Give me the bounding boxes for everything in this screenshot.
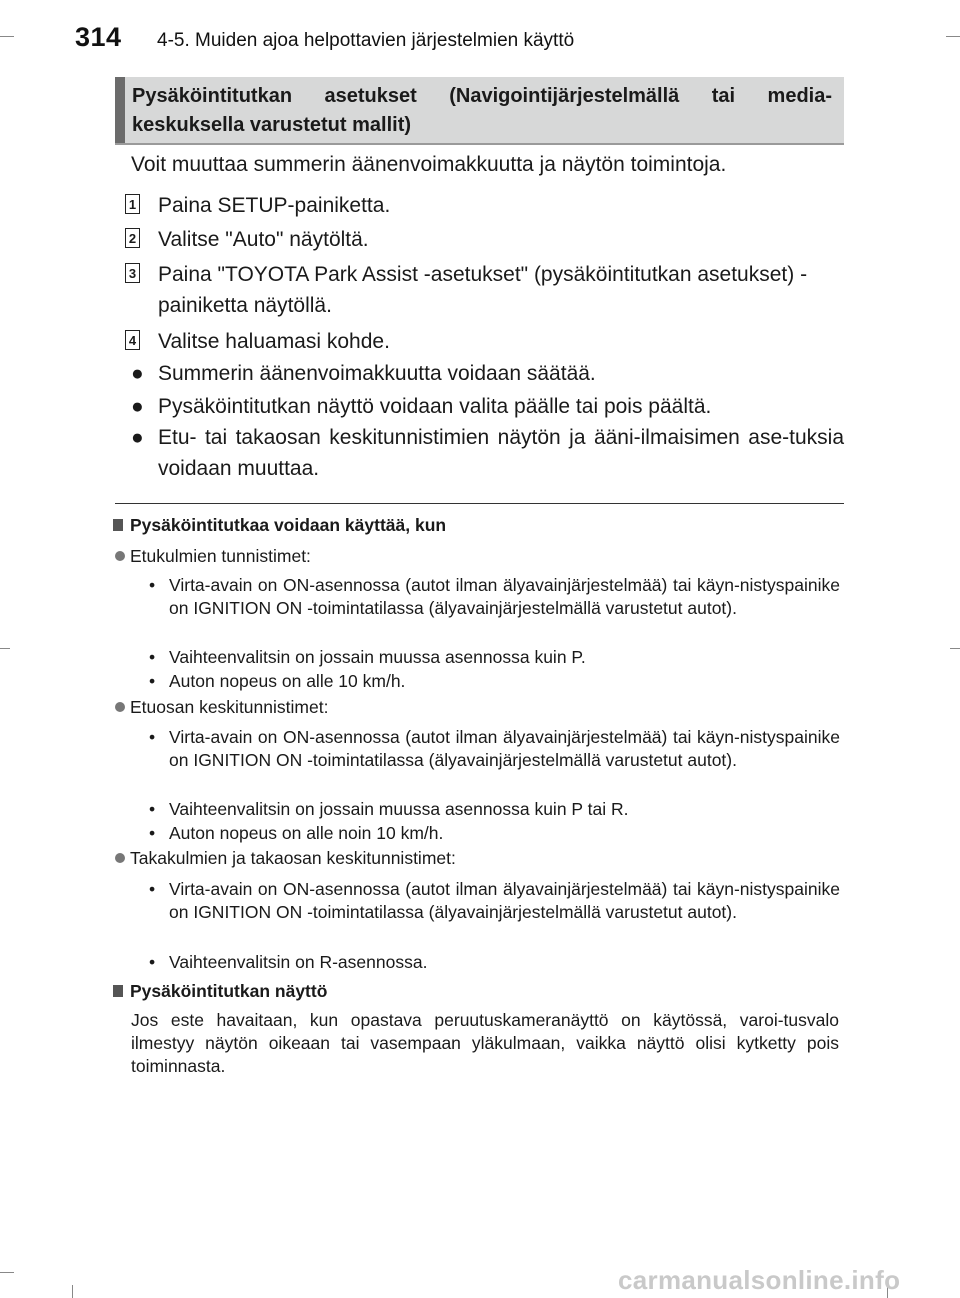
intro-text: Voit muuttaa summerin äänenvoimakkuutta ja näytön toimintoja.	[131, 153, 727, 176]
step-text: Valitse haluamasi kohde.	[158, 330, 390, 353]
note-item-text: Virta-avain on ON-asennossa (autot ilman älyavainjärjestelmää) tai käyn-nistyspainike on IGNITION ON -toimintatilassa (älyavainjärjestelmällä varustetut autot).	[169, 879, 840, 922]
dot-bullet-icon: •	[149, 799, 156, 819]
note-item-text: Vaihteenvalitsin on jossain muussa asennossa kuin P.	[169, 647, 586, 667]
note-item-text: Vaihteenvalitsin on jossain muussa asennossa kuin P tai R.	[169, 799, 629, 819]
note-item-text: Auton nopeus on alle 10 km/h.	[169, 671, 406, 691]
note-item-text: Virta-avain on ON-asennossa (autot ilman älyavainjärjestelmää) tai käyn-nistyspainike on IGNITION ON -toimintatilassa (älyavainjärjestelmällä varustetut autot).	[169, 727, 840, 770]
crop-mark	[0, 36, 14, 37]
settings-heading-title: Pysäköintitutkan asetukset (Navigointijärjestelmällä tai media-keskuksella varustetut mallit)	[132, 85, 832, 136]
dot-bullet-icon: •	[149, 727, 156, 747]
note-subheading	[115, 546, 311, 567]
note-subheading-text: Takakulmien ja takaosan keskitunnistimet:	[130, 848, 456, 868]
heading-accent-bar	[115, 77, 125, 143]
note-subheading	[115, 848, 456, 869]
settings-heading-box	[115, 77, 844, 145]
square-bullet-icon	[113, 985, 123, 997]
dot-bullet-icon: •	[149, 575, 156, 595]
step-text: Valitse "Auto" näytöltä.	[158, 228, 369, 251]
note-heading	[113, 981, 327, 1002]
note-item-text: Virta-avain on ON-asennossa (autot ilman älyavainjärjestelmää) tai käyn-nistyspainike on IGNITION ON -toimintatilassa (älyavainjärjestelmällä varustetut autot).	[169, 575, 840, 618]
step-number: 1	[125, 194, 140, 214]
section-title: 4-5. Muiden ajoa helpottavien järjestelmien käyttö	[157, 30, 575, 51]
option-text: Etu- tai takaosan keskitunnistimien näytön ja ääni-ilmaisimen ase-tuksia voidaan muuttaa.	[158, 426, 844, 480]
circle-bullet-icon	[115, 702, 125, 712]
crop-mark	[0, 1272, 14, 1273]
crop-mark	[72, 1285, 73, 1298]
option-text: Pysäköintitutkan näyttö voidaan valita päälle tai pois päältä.	[158, 395, 712, 418]
note-heading	[113, 515, 446, 536]
circle-bullet-icon	[115, 551, 125, 561]
crop-mark	[0, 648, 10, 649]
dot-bullet-icon: •	[149, 879, 156, 899]
watermark: carmanualsonline.info	[618, 1265, 901, 1295]
option-text: Summerin äänenvoimakkuutta voidaan säätää.	[158, 362, 596, 385]
section-divider	[115, 503, 844, 504]
note-item-text: Vaihteenvalitsin on R-asennossa.	[169, 952, 428, 972]
step-text: Paina SETUP-painiketta.	[158, 194, 391, 217]
dot-bullet-icon: •	[149, 952, 156, 972]
dot-bullet-icon: •	[149, 823, 156, 843]
crop-mark	[950, 648, 960, 649]
square-bullet-icon	[113, 519, 123, 531]
note-subheading-text: Etukulmien tunnistimet:	[130, 546, 311, 566]
circle-bullet-icon	[115, 853, 125, 863]
page-number: 314	[75, 22, 122, 52]
note-heading-text: Pysäköintitutkaa voidaan käyttää, kun	[130, 515, 447, 535]
step-number: 4	[125, 330, 140, 350]
bullet-dot-icon: ●	[131, 426, 144, 449]
step-number: 3	[125, 263, 140, 283]
bullet-dot-icon: ●	[131, 362, 144, 385]
step-text: Paina "TOYOTA Park Assist -asetukset" (pysäköintitutkan asetukset) -painiketta näytöllä.	[158, 263, 808, 317]
dot-bullet-icon: •	[149, 671, 156, 691]
note-subheading	[115, 697, 328, 718]
step-number: 2	[125, 228, 140, 248]
note-subheading-text: Etuosan keskitunnistimet:	[130, 697, 329, 717]
note-item-text: Auton nopeus on alle noin 10 km/h.	[169, 823, 444, 843]
note-heading-text: Pysäköintitutkan näyttö	[130, 981, 328, 1001]
dot-bullet-icon: •	[149, 647, 156, 667]
note-paragraph: Jos este havaitaan, kun opastava peruutuskameranäyttö on käytössä, varoi-tusvalo ilmestyy näytön oikeaan tai vasempaan yläkulmaan, vaikka näyttö olisi kytketty pois toiminnasta.	[131, 1010, 839, 1076]
crop-mark	[946, 36, 960, 37]
bullet-dot-icon: ●	[131, 395, 144, 418]
